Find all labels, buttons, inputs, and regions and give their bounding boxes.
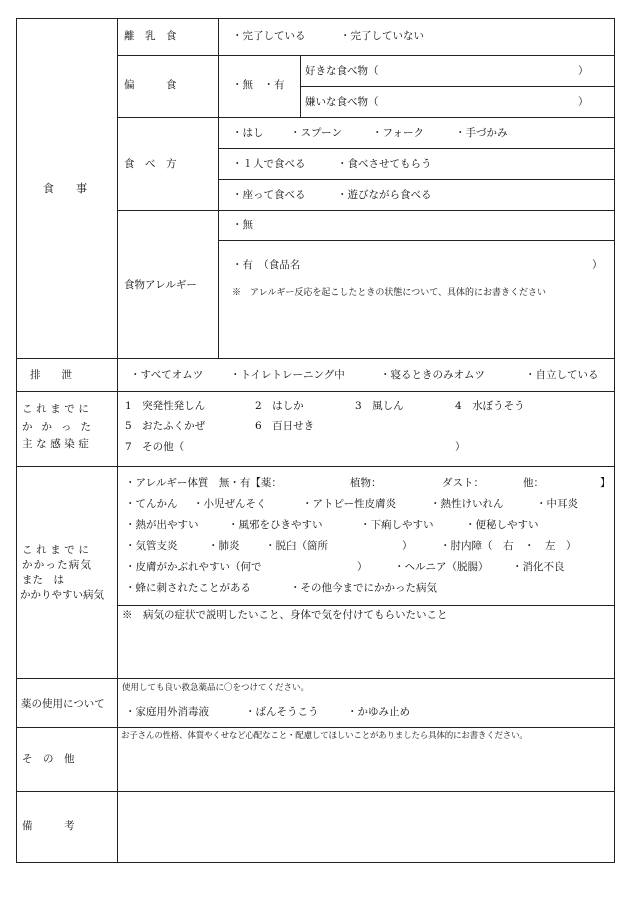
sublabel-column-line [218, 18, 219, 358]
infection-item-other[interactable]: 7 その他（ [125, 441, 185, 453]
others-field[interactable] [118, 744, 614, 790]
skin-close: ） [357, 561, 368, 573]
infection-item[interactable]: 1 突発性発しん [125, 400, 206, 412]
medicine-label: 薬の使用について [21, 698, 105, 710]
infections-label-line-1: これまでに [22, 403, 93, 415]
excretion-option-night-diapers[interactable]: ・寝るときのみオムツ [380, 369, 485, 381]
infection-item[interactable]: 5 おたふくかぜ [125, 420, 206, 432]
food-allergy-label: 食物アレルギー [124, 279, 197, 291]
remarks-field[interactable] [118, 792, 614, 862]
row-line [117, 210, 615, 211]
illness-note: ※ 病気の症状で説明したいこと、身体で気を付けてもらいたいこと [122, 609, 448, 621]
excretion-option-diapers[interactable]: ・すべてオムツ [130, 369, 204, 381]
row-line [16, 727, 615, 728]
eating-option-spoon[interactable]: ・スプーン [290, 127, 342, 139]
illnesses-label-line-2: かかった病気 [22, 559, 93, 571]
eating-option-chopsticks[interactable]: ・はし [232, 127, 264, 139]
weaning-label: 離 乳 食 [124, 30, 177, 42]
illness-note-field[interactable] [118, 622, 614, 677]
infections-label-line-2: かかった [22, 421, 100, 433]
illness-option[interactable]: ・脱臼（箇所 [265, 540, 328, 552]
medicine-instruction: 使用しても良い救急薬品に〇をつけてください。 [122, 683, 310, 693]
eating-option-self[interactable]: ・１人で食べる [232, 158, 306, 170]
frame-top-line [16, 18, 615, 19]
illness-option[interactable]: ・中耳炎 [536, 498, 578, 510]
dislocation-close: ） [402, 540, 413, 552]
illness-option[interactable]: ・肺炎 [208, 540, 240, 552]
illness-option[interactable]: ・ヘルニア（脱腸） [394, 561, 489, 573]
illness-option[interactable]: ・蜂に刺されたことがある [125, 582, 251, 594]
food-allergy-none[interactable]: ・無 [232, 219, 253, 231]
others-instruction: お子さんの性格、体質やくせなど心配なこと・配慮してほしいことがありましたら具体的にお書きください。 [121, 731, 528, 741]
infection-item[interactable]: 6 百日せき [255, 420, 315, 432]
dislikes-label: 嫌いな食べ物（ [305, 96, 379, 108]
illness-option[interactable]: ・下痢しやすい [360, 519, 434, 531]
row-line [16, 466, 615, 467]
excretion-label: 排 泄 [30, 369, 72, 381]
infection-item[interactable]: 2 はしか [255, 400, 304, 412]
illnesses-label-line-4: かかりやすい病気 [20, 589, 104, 601]
frame-right-line [614, 18, 615, 863]
illness-option[interactable]: ・その他今までにかかった病気 [290, 582, 437, 594]
infection-item[interactable]: 4 水ぼうそう [455, 400, 525, 412]
row-line [16, 391, 615, 392]
infection-item[interactable]: 3 風しん [355, 400, 404, 412]
weaning-option-not-completed[interactable]: ・完了していない [340, 30, 424, 42]
illnesses-label-line-3-text: また は [22, 574, 64, 586]
food-allergy-has[interactable]: ・有 （食品名 [232, 259, 301, 271]
allergy-close-bracket: 】 [600, 477, 611, 489]
row-line [218, 179, 615, 180]
allergy-plant-label: 植物： [350, 477, 382, 489]
illness-option[interactable]: ・アトピー性皮膚炎 [302, 498, 397, 510]
medicine-option-disinfectant[interactable]: ・家庭用外消毒液 [125, 706, 209, 718]
remarks-label: 備 考 [22, 820, 75, 832]
allergy-constitution-prefix[interactable]: ・アレルギー体質 無・有【薬： [125, 477, 282, 489]
allergy-dust-label: ダスト： [442, 477, 484, 489]
illness-option[interactable]: ・風邪をひきやすい [228, 519, 323, 531]
infections-label-line-3: 主な感染症 [22, 438, 93, 450]
frame-left-line [16, 18, 17, 863]
infection-other-close: ） [455, 441, 466, 453]
illness-option[interactable]: ・熱性けいれん [430, 498, 504, 510]
picky-eating-label: 偏 食 [124, 79, 177, 91]
others-label: そ の 他 [22, 753, 75, 765]
illness-option[interactable]: ・熱が出やすい [125, 519, 199, 531]
medicine-option-bandage[interactable]: ・ばんそうこう [245, 706, 319, 718]
likes-label: 好きな食べ物（ [305, 65, 379, 77]
weaning-option-completed[interactable]: ・完了している [232, 30, 306, 42]
eating-option-fork[interactable]: ・フォーク [372, 127, 424, 139]
illness-option[interactable]: ・小児ぜんそく [193, 498, 267, 510]
illness-option[interactable]: ・てんかん [125, 498, 178, 510]
meal-section-label: 食 事 [43, 182, 87, 195]
row-line [117, 55, 615, 56]
label-column-line [117, 18, 118, 863]
illnesses-label-line-1: これまでに [22, 544, 93, 556]
row-line [300, 86, 615, 87]
excretion-option-training[interactable]: ・トイレトレーニング中 [230, 369, 345, 381]
row-line [117, 605, 615, 606]
row-line [16, 358, 615, 359]
eating-option-playing[interactable]: ・遊びながら食べる [337, 189, 432, 201]
eating-option-hands[interactable]: ・手づかみ [455, 127, 508, 139]
row-line [117, 117, 615, 118]
row-line [218, 148, 615, 149]
illness-option[interactable]: ・気管支炎 [125, 540, 178, 552]
eating-style-label: 食 べ 方 [124, 158, 177, 170]
illness-option[interactable]: ・肘内障（ 右 ・ 左 ） [440, 540, 577, 552]
medicine-option-anti-itch[interactable]: ・かゆみ止め [347, 706, 410, 718]
food-allergy-close: ） [592, 259, 603, 271]
eating-option-fed[interactable]: ・食べさせてもらう [337, 158, 432, 170]
excretion-option-independent[interactable]: ・自立している [525, 369, 599, 381]
picky-eating-choice[interactable]: ・無 ・有 [232, 79, 285, 91]
illness-option[interactable]: ・便秘しやすい [465, 519, 539, 531]
illness-option[interactable]: ・消化不良 [512, 561, 565, 573]
illness-option[interactable]: ・皮膚がかぶれやすい（何で [125, 561, 262, 573]
allergy-other-label: 他： [523, 477, 544, 489]
row-line [16, 678, 615, 679]
row-line [218, 240, 615, 241]
frame-bottom-line [16, 862, 615, 863]
food-allergy-note: ※ アレルギー反応を起こしたときの状態について、具体的にお書きください [232, 288, 547, 298]
eating-option-seated[interactable]: ・座って食べる [232, 189, 306, 201]
dislikes-close: ） [578, 96, 589, 108]
likes-close: ） [578, 65, 589, 77]
